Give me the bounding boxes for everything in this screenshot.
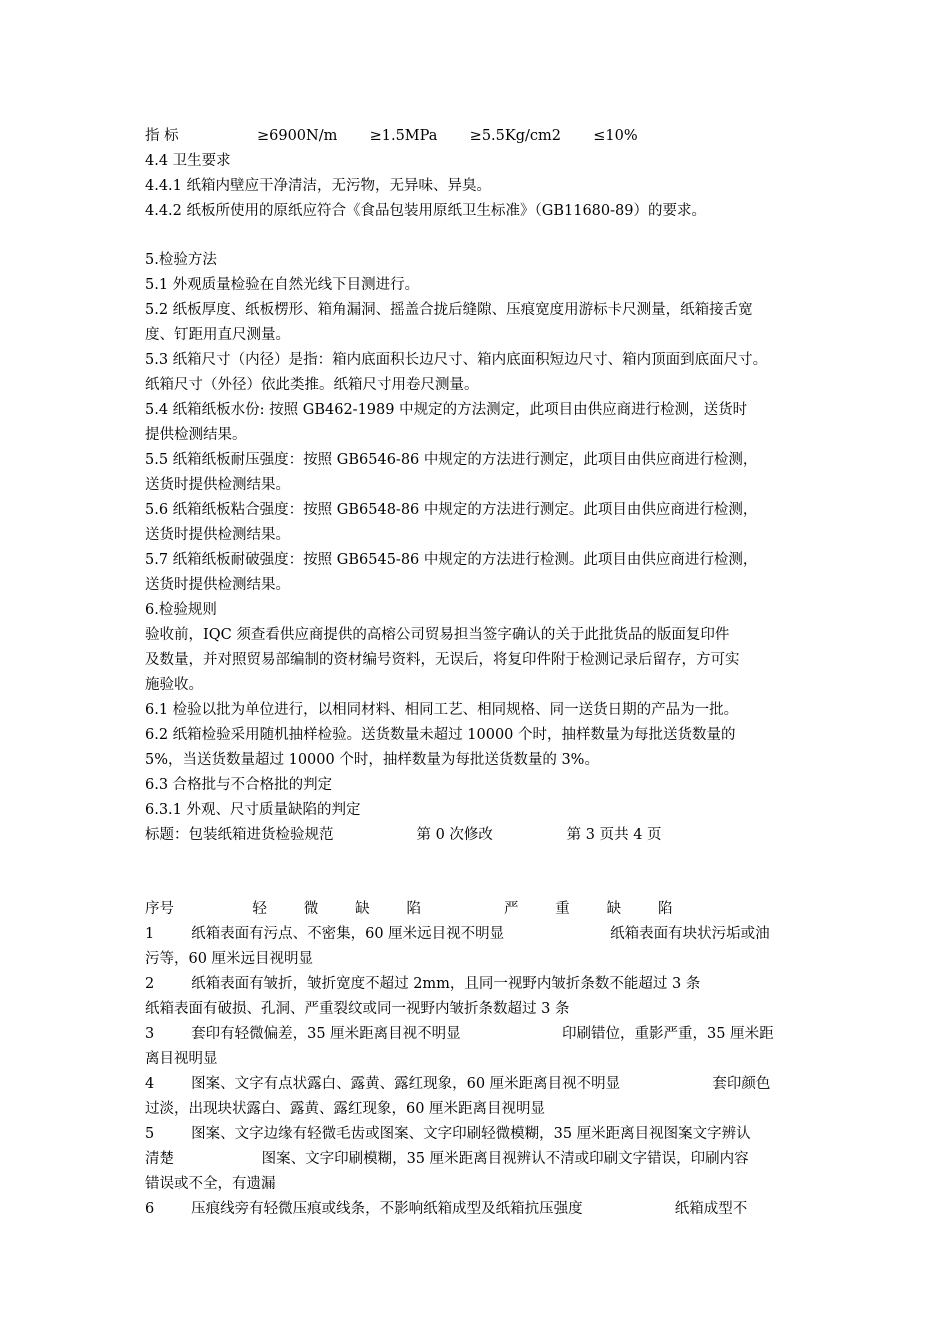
paragraph-line: 提供检测结果。 xyxy=(145,427,247,443)
table-row-line: 2 纸箱表面有皱折，皱折宽度不超过 2mm，且同一视野内皱折条数不能超过 3 条 xyxy=(145,976,701,992)
paragraph-line: 5%，当送货数量超过 10000 个时，抽样数量为每批送货数量的 3%。 xyxy=(145,752,599,768)
table-row-line: 错误或不全，有遗漏 xyxy=(145,1176,276,1192)
paragraph-line: 4.4.1 纸箱内壁应干净清洁，无污物，无异味、异臭。 xyxy=(145,178,492,194)
page-footer: 标题：包装纸箱进货检验规范 第 0 次修改 第 3 页共 4 页 xyxy=(145,827,662,843)
paragraph-line: 5.3 纸箱尺寸（内径）是指：箱内底面积长边尺寸、箱内底面积短边尺寸、箱内顶面到底面尺寸。 xyxy=(145,352,768,368)
paragraph-line: 5.6 纸箱纸板粘合强度：按照 GB6548-86 中规定的方法进行测定。此项目由供应商进行检测， xyxy=(145,502,758,518)
paragraph-line: 5.4 纸箱纸板水份: 按照 GB462-1989 中规定的方法测定，此项目由供应商进行检测，送货时 xyxy=(145,402,748,418)
paragraph-line: 5.7 纸箱纸板耐破强度：按照 GB6545-86 中规定的方法进行检测。此项目由供应商进行检测， xyxy=(145,552,758,568)
table-row-line: 1 纸箱表面有污点、不密集，60 厘米远目视不明显 纸箱表面有块状污垢或油 xyxy=(145,926,770,942)
paragraph-line: 5.1 外观质量检验在自然光线下目测进行。 xyxy=(145,277,420,293)
table-row-line: 3 套印有轻微偏差，35 厘米距离目视不明显 印刷错位，重影严重，35 厘米距 xyxy=(145,1026,774,1042)
table-header-row: 序号 轻 微 缺 陷 严 重 缺 陷 xyxy=(145,901,673,917)
section-heading: 6.3.1 外观、尺寸质量缺陷的判定 xyxy=(145,802,361,818)
paragraph-line: 5.5 纸箱纸板耐压强度：按照 GB6546-86 中规定的方法进行测定，此项目由供应商进行检测， xyxy=(145,452,758,468)
paragraph-line: 送货时提供检测结果。 xyxy=(145,527,290,543)
paragraph-line: 6.2 纸箱检验采用随机抽样检验。送货数量未超过 10000 个时，抽样数量为每批送货数量的 xyxy=(145,727,736,743)
paragraph-line: 验收前，IQC 须查看供应商提供的高榕公司贸易担当签字确认的关于此批货品的版面复印件 xyxy=(145,627,730,643)
paragraph-line: 4.4.2 纸板所使用的原纸应符合《食品包装用原纸卫生标准》（GB11680-89）的要求。 xyxy=(145,203,706,219)
section-heading: 6.检验规则 xyxy=(145,602,217,618)
table-row-line: 纸箱表面有破损、孔洞、严重裂纹或同一视野内皱折条数超过 3 条 xyxy=(145,1001,570,1017)
table-row-line: 4 图案、文字有点状露白、露黄、露红现象，60 厘米距离目视不明显 套印颜色 xyxy=(145,1076,771,1092)
table-row-line: 离目视明显 xyxy=(145,1051,218,1067)
table-row-line: 清楚 图案、文字印刷模糊，35 厘米距离目视辨认不清或印刷文字错误，印刷内容 xyxy=(145,1151,749,1167)
paragraph-line: 5.2 纸板厚度、纸板楞形、箱角漏洞、摇盖合拢后缝隙、压痕宽度用游标卡尺测量，纸箱接舌宽 xyxy=(145,302,753,318)
paragraph-line: 送货时提供检测结果。 xyxy=(145,577,290,593)
paragraph-line: 度、钉距用直尺测量。 xyxy=(145,327,290,343)
paragraph-line: 纸箱尺寸（外径）依此类推。纸箱尺寸用卷尺测量。 xyxy=(145,377,479,393)
table-row-line: 6 压痕线旁有轻微压痕或线条，不影响纸箱成型及纸箱抗压强度 纸箱成型不 xyxy=(145,1201,748,1217)
paragraph-line: 6.1 检验以批为单位进行，以相同材料、相同工艺、相同规格、同一送货日期的产品为一批。 xyxy=(145,702,739,718)
table-row-line: 5 图案、文字边缘有轻微毛齿或图案、文字印刷轻微模糊，35 厘米距离目视图案文字辨认 xyxy=(145,1126,751,1142)
spec-values-row: 指 标 ≥6900N/m ≥1.5MPa ≥5.5Kg/cm2 ≤10% xyxy=(145,128,638,144)
paragraph-line: 施验收。 xyxy=(145,677,203,693)
section-heading: 6.3 合格批与不合格批的判定 xyxy=(145,777,333,793)
table-row-line: 污等，60 厘米远目视明显 xyxy=(145,951,314,967)
paragraph-line: 送货时提供检测结果。 xyxy=(145,477,290,493)
section-heading: 4.4 卫生要求 xyxy=(145,153,231,169)
section-heading: 5.检验方法 xyxy=(145,252,217,268)
table-row-line: 过淡，出现块状露白、露黄、露红现象，60 厘米距离目视明显 xyxy=(145,1101,546,1117)
paragraph-line: 及数量，并对照贸易部编制的资材编号资料，无误后，将复印件附于检测记录后留存，方可实 xyxy=(145,652,740,668)
